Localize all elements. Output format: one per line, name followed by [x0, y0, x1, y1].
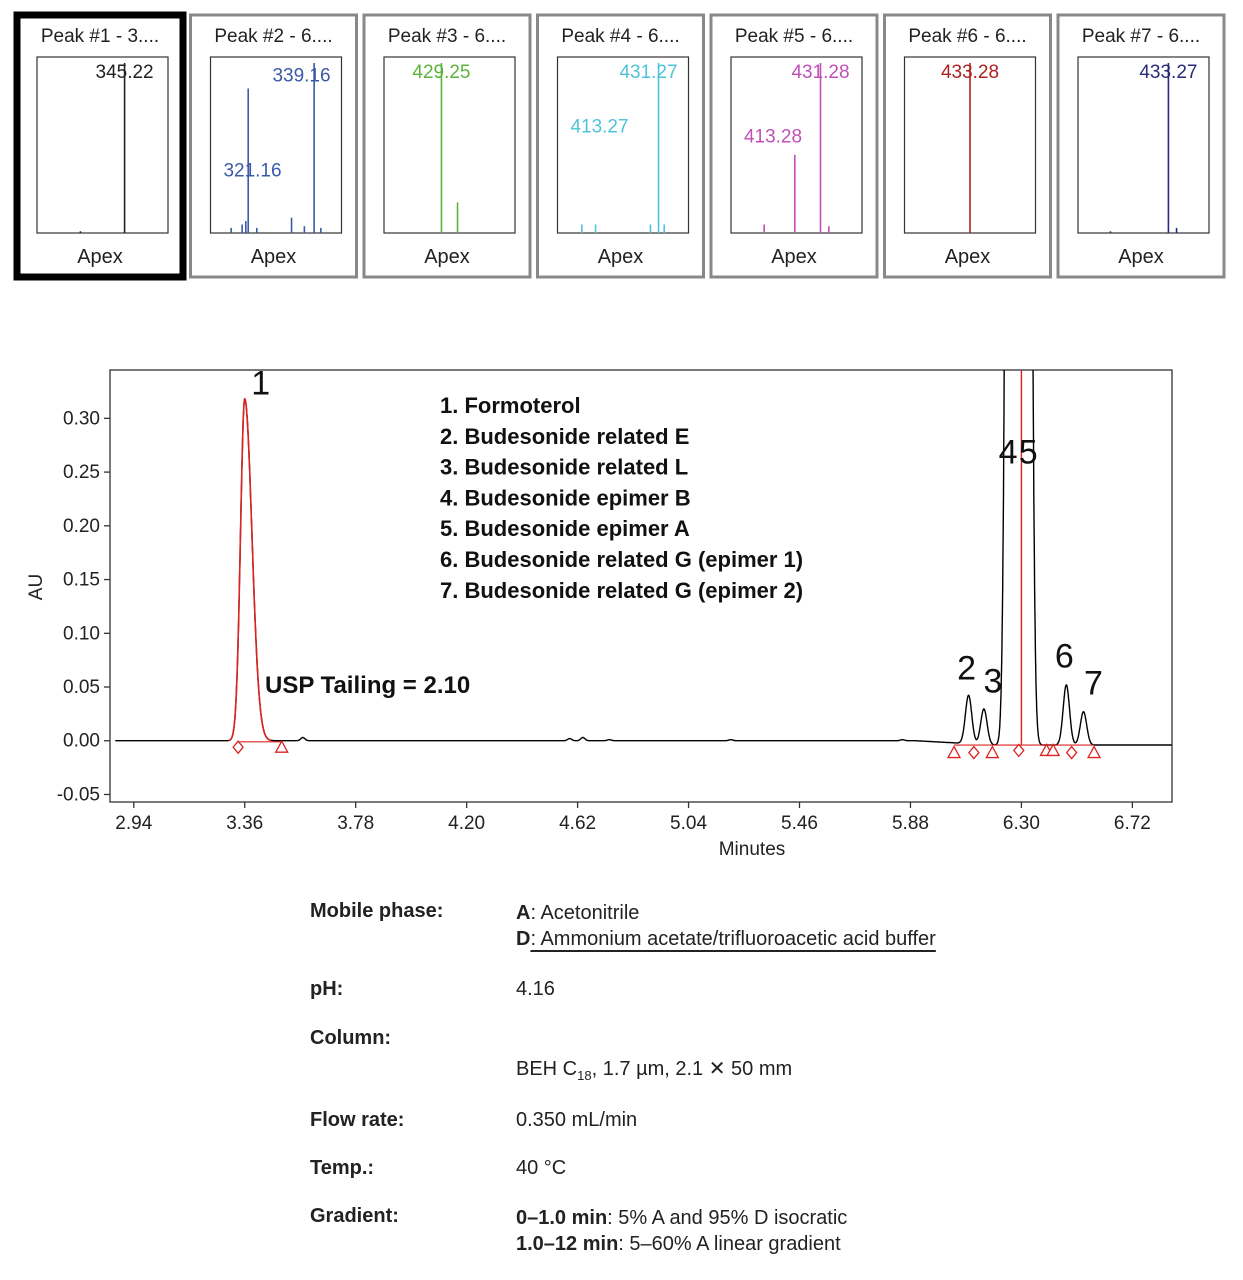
peak-legend-entry: 3. Budesonide related L [440, 454, 689, 480]
ph-label: pH: [310, 978, 344, 1000]
spectrum-peak-label: 345.22 [95, 62, 154, 83]
spectrum-panel-title: Peak #1 - 3.... [40, 26, 160, 47]
integration-marker-triangle [276, 741, 288, 752]
temp-label: Temp.: [310, 1157, 375, 1179]
peak-number-label-1: 1 [251, 364, 271, 403]
integration-marker-triangle [948, 747, 960, 758]
gradient-step2-text: : 5–60% A linear gradient [618, 1233, 841, 1255]
spectrum-panel-footer: Apex [77, 246, 123, 268]
spectrum-panel-frame [17, 15, 183, 277]
mobile-phase-value [516, 900, 936, 952]
x-tick-label: 6.30 [1002, 813, 1040, 834]
x-tick-label: 5.46 [781, 813, 818, 834]
peak-legend-entry: 6. Budesonide related G (epimer 1) [440, 547, 804, 572]
spectrum-panel-footer: Apex [771, 246, 817, 268]
spectrum-panel-frame [1058, 15, 1224, 277]
flow-rate-value: 0.350 mL/min [516, 1109, 638, 1131]
spectrum-peak-label: 429.25 [412, 62, 471, 83]
x-tick-label: 4.20 [448, 813, 486, 834]
peak-legend-entry: 1. Formoterol [440, 393, 581, 418]
integration-marker-triangle [1088, 747, 1100, 758]
spectrum-panel-footer: Apex [424, 246, 470, 268]
x-tick-label: 3.78 [337, 813, 375, 834]
integration-marker-diamond [1067, 747, 1077, 759]
peak-number-label-3: 3 [983, 662, 1003, 701]
column-label: Column: [310, 1027, 392, 1049]
mobile-phase-label: Mobile phase: [310, 900, 444, 922]
peak-number-label-2: 2 [957, 649, 977, 688]
column-phase: BEH C [516, 1058, 578, 1080]
spectrum-peak-label: 413.28 [743, 126, 803, 148]
spectrum-peak-label: 431.27 [619, 62, 678, 83]
spectrum-panel-footer: Apex [944, 246, 991, 268]
x-tick-label: 2.94 [115, 813, 153, 834]
spectrum-panel-4 [538, 15, 704, 277]
temp-value: 40 °C [516, 1157, 567, 1179]
spectrum-panel-title: Peak #5 - 6.... [734, 26, 854, 47]
peak-legend-entry: 4. Budesonide epimer B [440, 485, 691, 511]
spectrum-panel-6 [885, 15, 1051, 277]
spectrum-panel-title: Peak #2 - 6.... [214, 26, 333, 47]
spectrum-panel-frame [191, 15, 357, 277]
y-tick-label: 0.15 [63, 569, 100, 591]
mobile-phase-d-text: : Ammonium acetate/trifluoroacetic acid buffer [530, 928, 936, 950]
column-phase-subscript: 18 [577, 1068, 592, 1083]
spectrum-panel-title: Peak #7 - 6.... [1081, 26, 1201, 47]
ph-value: 4.16 [516, 978, 555, 1000]
peak-number-label-6: 6 [1054, 637, 1074, 676]
y-tick-label: 0.25 [63, 462, 100, 484]
peak-legend-entry: 7. Budesonide related G (epimer 2) [440, 577, 804, 603]
column-value [516, 1056, 792, 1083]
peak-legend-entry: 5. Budesonide epimer A [440, 516, 690, 542]
y-tick-label: 0.20 [63, 515, 100, 537]
mobile-phase-a-key: A [516, 902, 531, 924]
spectrum-panel-2 [191, 15, 357, 277]
integration-marker-triangle [986, 747, 998, 758]
gradient-step2-key: 1.0–12 min [516, 1233, 619, 1255]
y-tick-label: 0.10 [63, 623, 100, 645]
y-tick-label: 0.00 [63, 730, 100, 752]
spectrum-panel-frame [538, 15, 704, 277]
peak-legend-entry: 2. Budesonide related E [440, 423, 690, 449]
spectrum-panel-footer: Apex [250, 246, 297, 268]
spectrum-peak-label: 339.16 [272, 65, 331, 87]
x-tick-label: 6.72 [1113, 813, 1151, 834]
spectrum-panel-footer: Apex [597, 246, 644, 268]
spectrum-peak-label: 321.16 [223, 160, 282, 182]
peak-number-label-5: 5 [1018, 433, 1038, 472]
spectrum-panel-title: Peak #6 - 6.... [908, 26, 1027, 47]
flow-rate-label: Flow rate: [310, 1109, 405, 1131]
y-axis-label: AU [26, 573, 47, 601]
spectrum-panel-frame [364, 15, 530, 277]
peak-number-label-7: 7 [1084, 664, 1103, 703]
x-tick-label: 5.04 [670, 813, 708, 834]
integration-marker-diamond [233, 741, 243, 753]
mobile-phase-d-key: D [516, 928, 531, 950]
spectrum-panel-3 [364, 15, 530, 277]
x-tick-label: 4.62 [559, 813, 597, 834]
x-tick-label: 5.88 [891, 813, 929, 834]
gradient-step1-key: 0–1.0 min [516, 1207, 608, 1229]
integration-marker-diamond [969, 747, 979, 759]
spectrum-panel-1 [17, 15, 183, 277]
spectrum-peak-label: 413.27 [570, 116, 629, 138]
spectrum-peak-label: 431.28 [791, 62, 850, 83]
x-axis-label: Minutes [718, 839, 786, 860]
integration-marker-diamond [1014, 744, 1024, 756]
spectra-strip [0, 0, 1243, 290]
spectrum-panel-5 [711, 15, 877, 277]
gradient-value [516, 1205, 847, 1257]
y-tick-label: 0.30 [63, 408, 100, 430]
spectrum-panel-7 [1058, 15, 1224, 277]
spectrum-peak-label: 433.27 [1139, 62, 1198, 83]
spectrum-panel-title: Peak #4 - 6.... [561, 26, 680, 47]
gradient-label: Gradient: [310, 1205, 399, 1227]
spectrum-panel-title: Peak #3 - 6.... [387, 26, 507, 47]
spectrum-peak-label: 433.28 [940, 62, 1000, 83]
mobile-phase-a-text: : Acetonitrile [530, 902, 640, 924]
gradient-step1-text: : 5% A and 95% D isocratic [607, 1207, 848, 1229]
chromatogram-chart [0, 355, 1243, 870]
usp-tailing-annotation: USP Tailing = 2.10 [265, 672, 471, 699]
y-tick-label: 0.05 [63, 677, 100, 699]
y-tick-label: -0.05 [56, 784, 100, 806]
spectrum-panel-footer: Apex [1118, 246, 1164, 268]
spectrum-panel-frame [885, 15, 1051, 277]
x-tick-label: 3.36 [226, 813, 264, 834]
peak-number-label-4: 4 [998, 433, 1018, 472]
column-dimensions: , 1.7 µm, 2.1 ✕ 50 mm [591, 1058, 793, 1080]
